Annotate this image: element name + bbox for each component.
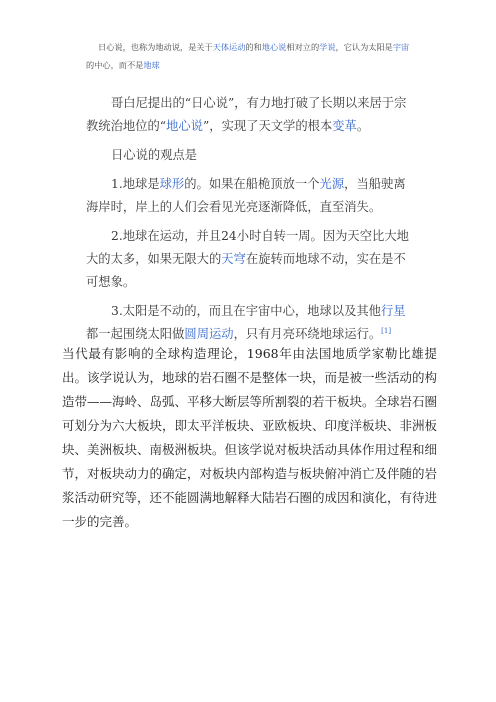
item-text: 2.地球在运动，并且24小时自转一周。因为天空比大地大的太多，如果无限大的: [86, 229, 409, 266]
link-firmament[interactable]: 天穹: [221, 252, 246, 266]
item-text: ，当船驶离海岸时，岸上的人们会看见光亮逐渐降低，直至消失。: [86, 177, 406, 214]
link-circular-motion[interactable]: 圆周运动: [184, 327, 234, 341]
link-geocentrism[interactable]: 地心说: [261, 42, 287, 52]
heliocentric-section: [86, 92, 416, 346]
link-planet[interactable]: 行星: [380, 304, 406, 318]
item-text: 3.太阳是不动的，而且在宇宙中心，地球以及其他: [111, 304, 381, 318]
link-theory[interactable]: 学说: [319, 42, 336, 52]
intro-text: 相对立的: [286, 42, 320, 52]
viewpoint-item-3: [86, 300, 416, 346]
paragraph-text: ”，实现了天文学的根本: [202, 119, 333, 133]
intro-paragraph: [86, 38, 416, 74]
link-celestial-motion[interactable]: 天体运动: [212, 42, 246, 52]
link-geocentrism[interactable]: 地心说: [166, 119, 203, 133]
intro-text: 日心说，也称为地动说，是关于: [98, 42, 213, 52]
paragraph-text: 哥白尼提出的“日心说”，有力地打破了长期以来居于宗教统治地位的“: [86, 96, 407, 133]
link-sphere[interactable]: 球形: [159, 177, 185, 191]
paragraph-text: 。: [356, 119, 370, 133]
link-light-source[interactable]: 光源: [319, 177, 345, 191]
item-text: ，只有月亮环绕地球运行。: [233, 327, 382, 341]
item-text: 的。如果在船桅顶放一个: [184, 177, 320, 191]
plate-tectonics-paragraph: 当代最有影响的全球构造理论，1968年由法国地质学家勒比雄提出。该学说认为，地球的岩石圈不是整体一块，而是被一些活动的构造带——海岭、岛弧、平移大断层等所割裂的若干板块。全球岩石圈可划分为六大板块，即太平洋板块、亚欧板块、印度洋板块、非洲板块、美洲板块、南极洲板块。但该学说对板块活动具体作用过程和细节，对板块动力的确定，对板块内部构造与板块俯冲消亡及伴随的岩浆活动研究等，还不能圆满地解释大陆岩石圈的成因和演化，有待进一步的完善。: [62, 346, 438, 529]
link-universe[interactable]: 宇宙: [392, 42, 410, 52]
intro-text: 的中心，而不是: [86, 60, 144, 70]
intro-text: 的和: [245, 42, 262, 52]
viewpoint-item-2: [86, 225, 416, 294]
link-revolution[interactable]: 变革: [332, 119, 357, 133]
reference-link[interactable]: [1]: [381, 326, 392, 335]
item-text: 在旋转而地球不动，实在是不可想象。: [86, 252, 406, 289]
item-text: 都一起围绕太阳做: [86, 327, 185, 341]
viewpoints-heading: 日心说的观点是: [111, 148, 198, 162]
copernicus-paragraph: [86, 92, 416, 138]
link-earth[interactable]: 地球: [143, 60, 160, 70]
viewpoint-item-1: [86, 173, 416, 219]
intro-text: ，它认为太阳是: [335, 42, 393, 52]
item-text: 1.地球是: [111, 177, 160, 191]
